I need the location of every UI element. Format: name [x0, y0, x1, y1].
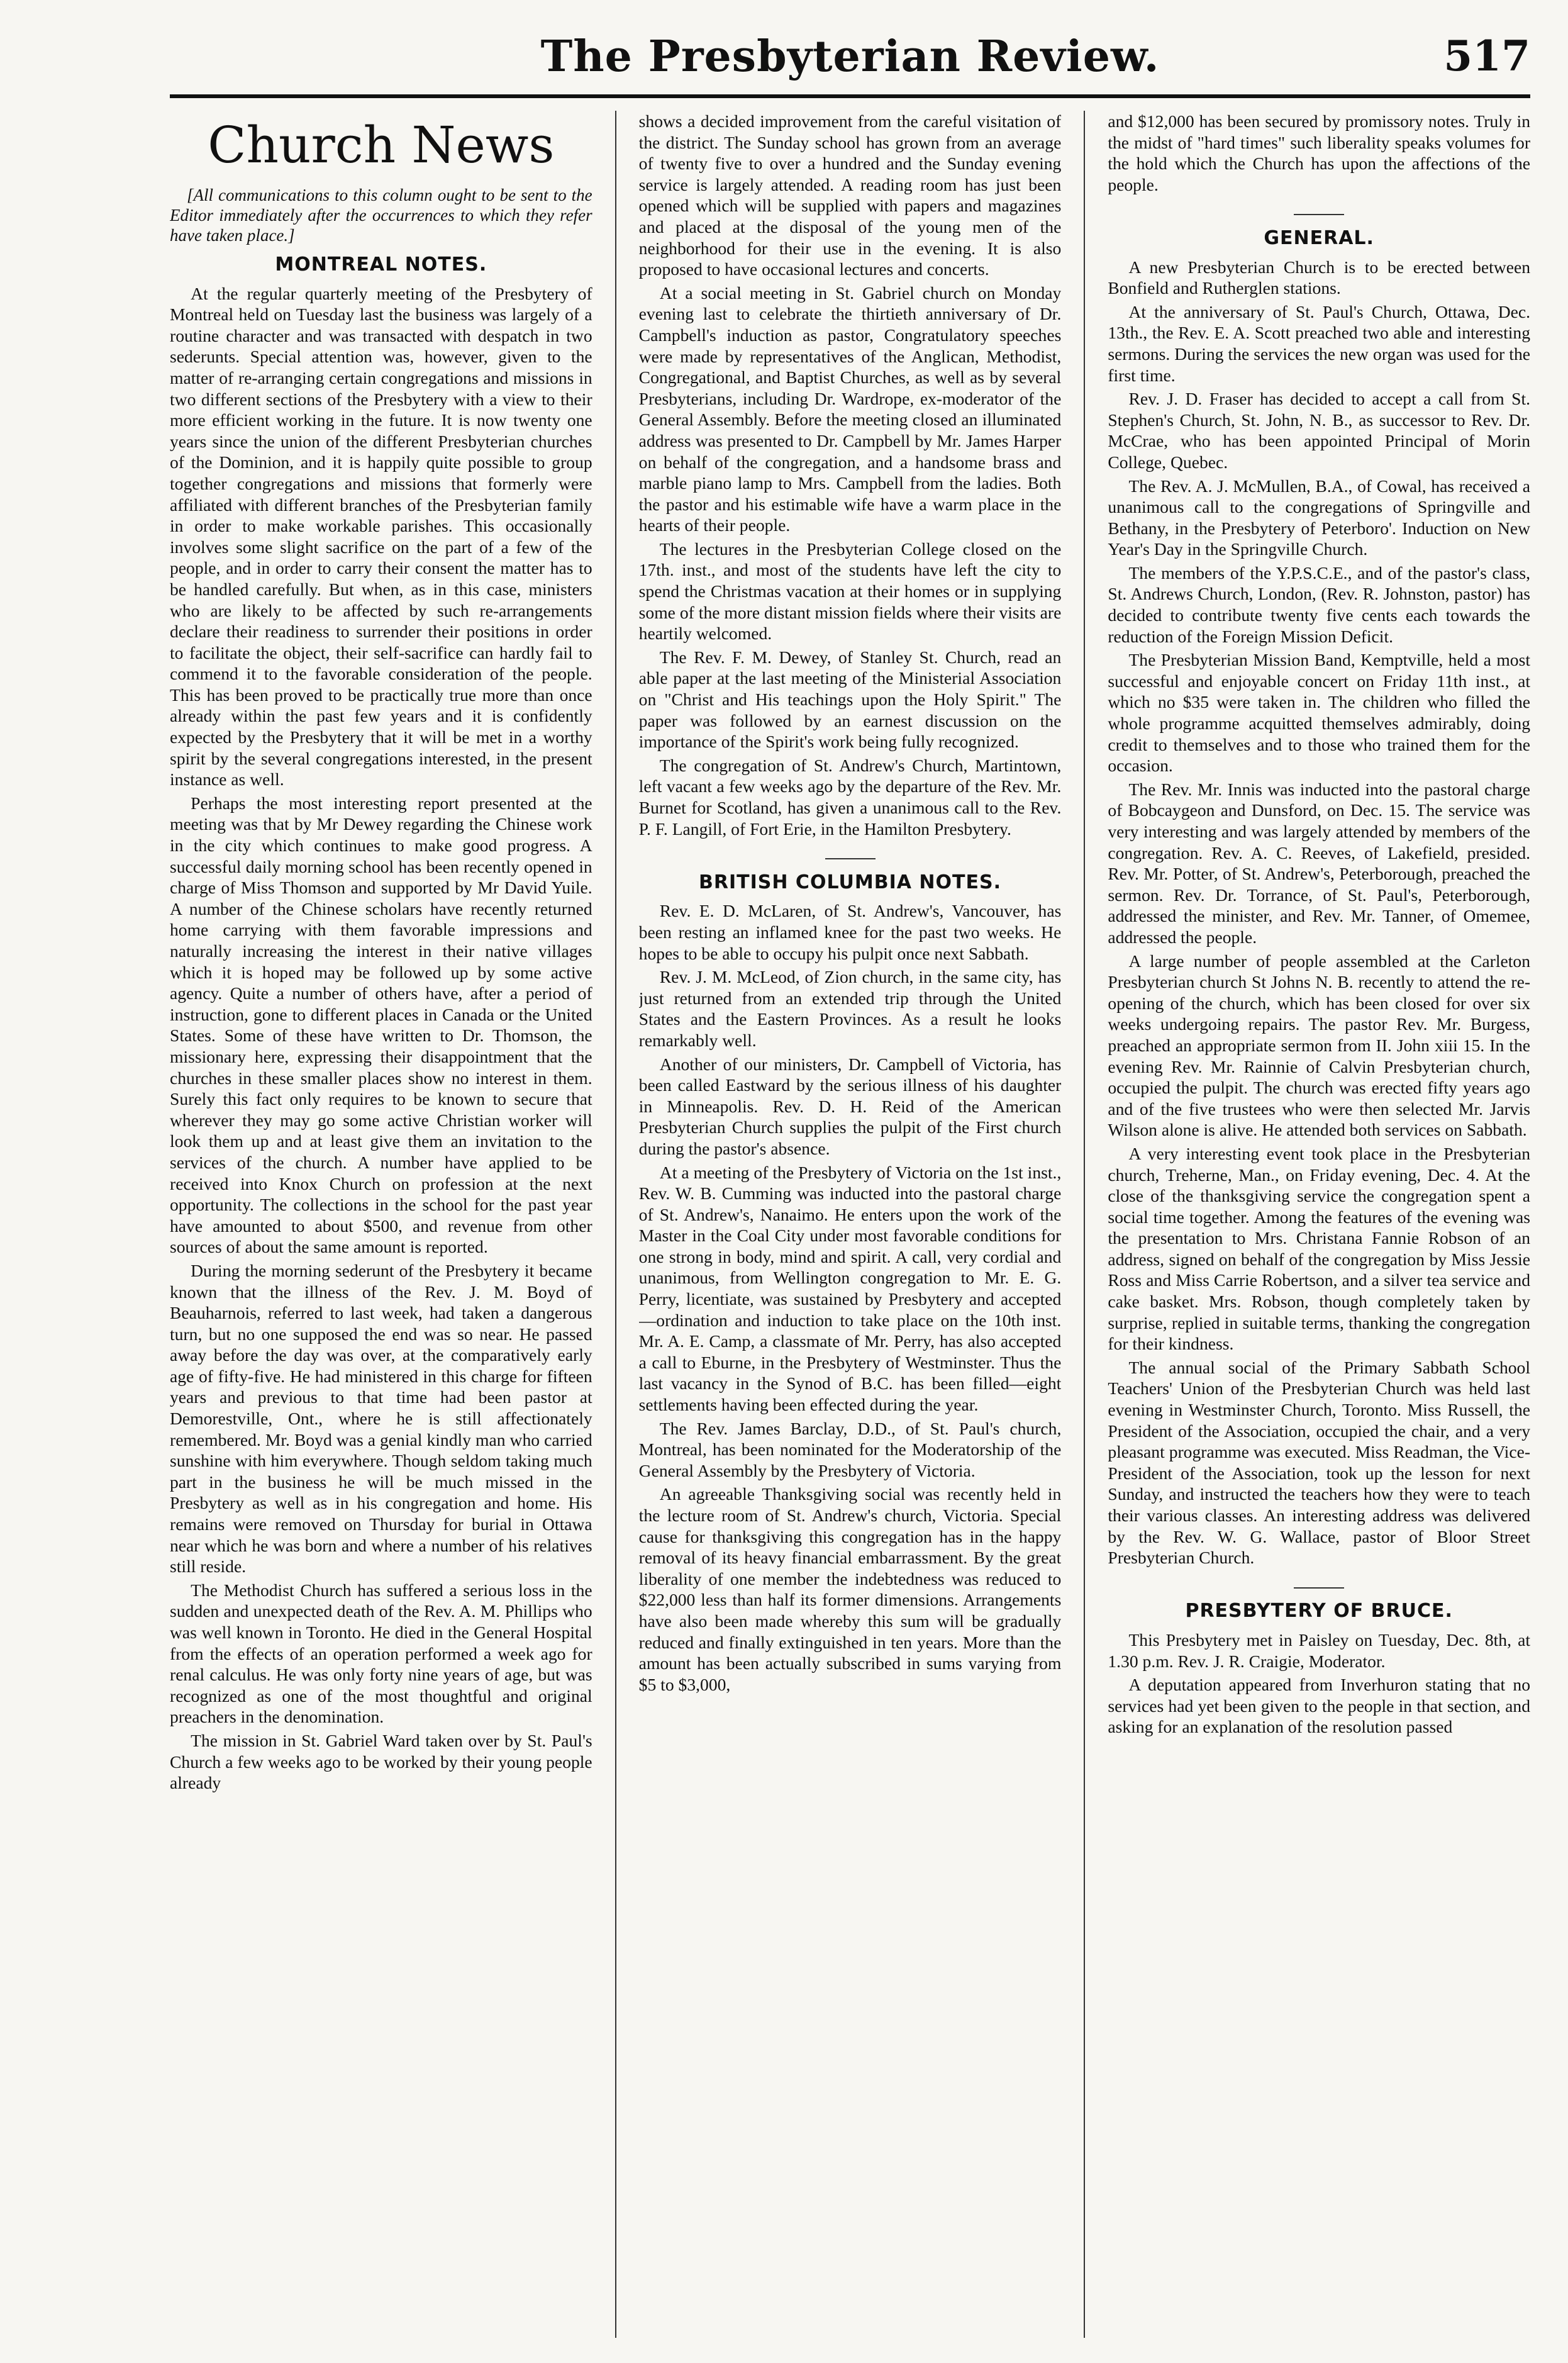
editor-note: [All communications to this column ought to be sent to the Editor immediately after the occurrences to which they refer have taken place.]	[170, 186, 592, 245]
columns	[170, 111, 1530, 2338]
article-paragraph: At the anniversary of St. Paul's Church, Ottawa, Dec. 13th., the Rev. E. A. Scott preached two able and interesting sermons. During the services the new organ was used for the first time.	[1108, 301, 1531, 385]
section-divider	[639, 843, 1062, 864]
article-paragraph: The Methodist Church has suffered a serious loss in the sudden and unexpected death of the Rev. A. M. Phillips who was well known in Toronto. He died in the General Hospital from the effects of an operation performed a week ago for renal calculus. He was only forty nine years of age, but was recognized as one of the most thoughtful and original preachers in the denomination.	[170, 1580, 592, 1727]
article-paragraph: The congregation of St. Andrew's Church, Martintown, left vacant a few weeks ago by the departure of the Rev. Mr. Burnet for Scotland, has given a unanimous call to the Rev. P. F. Langill, of Fort Erie, in the Hamilton Presbytery.	[638, 755, 1062, 839]
article-paragraph: Rev. E. D. McLaren, of St. Andrew's, Vancouver, has been resting an inflamed knee for the past two weeks. He hopes to be able to occupy his pulpit once next Sabbath.	[638, 901, 1062, 963]
page-number: 517	[1443, 31, 1530, 81]
article-paragraph: At the regular quarterly meeting of the Presbytery of Montreal held on Tuesday last the business was largely of a routine character and was transacted with despatch in two sederunts. Special attention was, however, given to the matter of re-arranging certain congregations and missions in two different sections of the Presbytery with a view to their more efficient working in the future. It is now twenty one years since the union of the different Presbyterian churches of the Dominion, and it is happily quite possible to group together congregations and missions that formerly were affiliated with different branches of the Presbyterian family in order to make workable parishes. This occasionally involves some slight sacrifice on the part of a few of the people, and in order to carry their consent the matter has to be handled carefully. But when, as in this case, ministers who are likely to be affected by such re-arrangements declare their readiness to surrender their positions in order to facilitate the object, their self-sacrifice can hardly fail to commend it to the favorable consideration of the people. This has been proved to be practically true more than once already within the past few years and it is confidently expected by the Presbytery that it will be met in a worthy spirit by the several congregations interested, in the present instance as well.	[170, 283, 592, 790]
article-paragraph: Perhaps the most interesting report presented at the meeting was that by Mr Dewey regarding the Chinese work in the city which continues to make good progress. A successful daily morning school has been recently opened in charge of Miss Thomson and supported by Mr David Yuile. A number of the Chinese scholars have recently returned home carrying with them favorable impressions and naturally increasing the interest in their native villages which it is hoped may be followed up by some active agency. Quite a number of others have, after a period of instruction, gone to different places in Canada or the United States. Some of these have written to Dr. Thomson, the missionary here, expressing their disappointment that the churches in these smaller places show no interest in them. Surely this fact only requires to be known to secure that wherever they may go some active Christian worker will look them up and at least give them an invitation to the services of the church. A number have applied to be received into Knox Church on profession at the next opportunity. The collections in the school for the past year have amounted to about $500, and revenue from other sources of about the same amount is reported.	[170, 793, 592, 1257]
article-paragraph: The Presbyterian Mission Band, Kemptville, held a most successful and enjoyable concert on Friday 11th inst., at which no $35 were taken in. The children who filled the whole programme acquitted themselves admirably, doing credit to themselves and to those who trained them for the occasion.	[1108, 650, 1531, 776]
article-paragraph: The lectures in the Presbyterian College closed on the 17th. inst., and most of the students have left the city to spend the Christmas vacation at their homes or in supplying some of the more distant mission fields where their visits are heartily welcomed.	[638, 539, 1062, 644]
article-paragraph: At a meeting of the Presbytery of Victoria on the 1st inst., Rev. W. B. Cumming was inducted into the pastoral charge of St. Andrew's, Nanaimo. He enters upon the work of the Master in the Coal City under most favorable conditions for one strong in body, mind and spirit. A call, very cordial and unanimous, from Wellington congregation to Mr. E. G. Perry, licentiate, was sustained by Presbytery and accepted—ordination and induction to take place on the 10th inst. Mr. A. E. Camp, a classmate of Mr. Perry, has also accepted a call to Eburne, in the Presbytery of Westminster. Thus the last vacancy in the Synod of B.C. has been filled—eight settlements having been effected during the year.	[638, 1162, 1062, 1415]
article-paragraph: The annual social of the Primary Sabbath School Teachers' Union of the Presbyterian Church was held last evening in Westminster Church, Toronto. Miss Russell, the President of the Association, occupied the chair, and a very pleasant programme was executed. Miss Readman, the Vice-President of the Association, took up the lesson for next Sunday, and instructed the teachers how they were to teach their various classes. An interesting address was delivered by the Rev. W. G. Wallace, pastor of Bloor Street Presbyterian Church.	[1108, 1357, 1531, 1568]
section-divider	[1108, 199, 1530, 220]
article-paragraph: The Rev. F. M. Dewey, of Stanley St. Church, read an able paper at the last meeting of the Ministerial Association on "Christ and His teachings upon the Holy Spirit." The paper was followed by an earnest discussion on the importance of the Spirit's work being fully recognized.	[638, 647, 1062, 752]
article-paragraph: A deputation appeared from Inverhuron stating that no services had yet been given to the people in that section, and asking for an explanation of the resolution passed	[1108, 1675, 1531, 1737]
column-rule	[1084, 111, 1085, 2338]
column-3	[1108, 111, 1530, 2338]
column-2	[639, 111, 1062, 2338]
section-british-columbia-notes: BRITISH COLUMBIA NOTES.	[699, 871, 1001, 893]
section-presbytery-of-bruce: PRESBYTERY OF BRUCE.	[1185, 1600, 1453, 1623]
section-general: GENERAL.	[1264, 226, 1374, 249]
section-montreal-notes: MONTREAL NOTES.	[275, 254, 487, 276]
article-paragraph: The Rev. Mr. Innis was inducted into the pastoral charge of Bobcaygeon and Dunsford, on Dec. 15. The service was very interesting and was largely attended by members of the congregation. Rev. A. C. Reeves, of Lakefield, presided. Rev. Mr. Potter, of St. Andrew's, Peterborough, preached the sermon. Rev. Dr. Torrance, of St. Paul's, Peterborough, addressed the minister, and Rev. Mr. Tanner, of Omemee, addressed the people.	[1108, 779, 1531, 947]
article-paragraph: shows a decided improvement from the careful visitation of the district. The Sunday school has grown from an average of twenty five to over a hundred and the Sunday evening service is largely attended. A reading room has just been opened which will be supplied with papers and magazines and placed at the disposal of the young men of the neighborhood for their use in the evening. It is also proposed to have occasional lectures and concerts.	[638, 111, 1062, 279]
article-paragraph: Another of our ministers, Dr. Campbell of Victoria, has been called Eastward by the serious illness of his daughter in Minneapolis. Rev. D. H. Reid of the American Presbyterian Church supplies the pulpit of the First church during the pastor's absence.	[638, 1054, 1062, 1158]
column-1	[170, 111, 592, 2338]
column-rule	[615, 111, 616, 2338]
church-news-heading: Church News	[208, 116, 555, 174]
article-paragraph: A very interesting event took place in the Presbyterian church, Treherne, Man., on Friday evening, Dec. 4. At the close of the thanksgiving service the congregation spent a social time together. Among the features of the evening was the presentation to Mrs. Christana Fannie Robson of an address, signed on behalf of the congregation by Miss Jessie Ross and Miss Carrie Robertson, and a silver tea service and cake basket. Mrs. Robson, though completely taken by surprise, replied in suitable terms, thanking the congregation for their kindness.	[1108, 1143, 1531, 1354]
article-paragraph: At a social meeting in St. Gabriel church on Monday evening last to celebrate the thirtieth anniversary of Dr. Campbell's induction as pastor, Congratulatory speeches were made by representatives of the Anglican, Methodist, Congregational, and Baptist Churches, as well as by several Presbyterians, including Dr. Wardrope, ex-moderator of the General Assembly. Before the meeting closed an illuminated address was presented to Dr. Campbell by Mr. James Harper on behalf of the congregation, and a handsome brass and marble piano lamp to Mrs. Campbell from the ladies. Both the pastor and his estimable wife have a warm place in the hearts of their people.	[638, 282, 1062, 535]
article-paragraph: During the morning sederunt of the Presbytery it became known that the illness of the Rev. J. M. Boyd of Beauharnois, referred to last week, had taken a dangerous turn, but no one supposed the end was so near. He passed away before the day was over, at the comparatively early age of fifty-five. He had ministered in this charge for fifteen years and previous to that time had been pastor at Demorestville, Ont., where he is still affectionately remembered. Mr. Boyd was a genial kindly man who carried sunshine with him everywhere. Though seldom taking much part in the business he will be much missed in the Presbytery as well as in his congregation and home. His remains were removed on Thursday for burial in Ottawa near which he was born and where a number of his relatives still reside.	[170, 1260, 592, 1577]
page-header	[170, 25, 1530, 98]
article-paragraph: The Rev. James Barclay, D.D., of St. Paul's church, Montreal, has been nominated for the Moderatorship of the General Assembly by the Presbytery of Victoria.	[638, 1418, 1062, 1480]
article-paragraph: A large number of people assembled at the Carleton Presbyterian church St Johns N. B. recently to attend the re-opening of the church, which has been closed for over six weeks undergoing repairs. The pastor Rev. Mr. Burgess, preached an appropriate sermon from II. John xiii 15. In the evening Rev. Mr. Rainnie of Calvin Presbyterian church, occupied the pulpit. The church was erected fifty years ago and of the five trustees who were then selected Mr. Jarvis Wilson alone is alive. He attended both services on Sabbath.	[1108, 951, 1531, 1140]
article-paragraph: The Rev. A. J. McMullen, B.A., of Cowal, has received a unanimous call to the congregations of Springville and Bethany, in the Presbytery of Peterboro'. Induction on New Year's Day in the Springville Church.	[1108, 476, 1531, 559]
article-paragraph: A new Presbyterian Church is to be erected between Bonfield and Rutherglen stations.	[1108, 257, 1531, 298]
article-paragraph: Rev. J. M. McLeod, of Zion church, in the same city, has just returned from an extended trip through the United States and the Eastern Provinces. As a result he looks remarkably well.	[638, 967, 1062, 1050]
publication-title: The Presbyterian Review.	[540, 31, 1160, 82]
article-paragraph: and $12,000 has been secured by promissory notes. Truly in the midst of "hard times" such liberality speaks volumes for the hold which the Church has upon the affections of the people.	[1108, 111, 1531, 194]
article-paragraph: The members of the Y.P.S.C.E., and of the pastor's class, St. Andrews Church, London, (Rev. R. Johnston, pastor) has decided to contribute twenty five cents each towards the reduction of the Foreign Mission Deficit.	[1108, 562, 1531, 646]
article-paragraph: The mission in St. Gabriel Ward taken over by St. Paul's Church a few weeks ago to be worked by their young people already	[170, 1730, 592, 1793]
article-paragraph: An agreeable Thanksgiving social was recently held in the lecture room of St. Andrew's church, Victoria. Special cause for thanksgiving this congregation has in the happy removal of its heavy financial embarrassment. By the great liberality of one member the indebtedness was reduced to $22,000 less than half its former dimensions. Arrangements have also been made whereby this sum will be gradually reduced and finally extinguished in ten years. More than the amount has been actually subscribed in sums varying from $5 to $3,000,	[638, 1484, 1062, 1694]
article-paragraph: Rev. J. D. Fraser has decided to accept a call from St. Stephen's Church, St. John, N. B., as successor to Rev. Dr. McCrae, who has been appointed Principal of Morin College, Quebec.	[1108, 389, 1531, 472]
article-paragraph: This Presbytery met in Paisley on Tuesday, Dec. 8th, at 1.30 p.m. Rev. J. R. Craigie, Moderator.	[1108, 1629, 1531, 1671]
section-divider	[1108, 1572, 1530, 1594]
